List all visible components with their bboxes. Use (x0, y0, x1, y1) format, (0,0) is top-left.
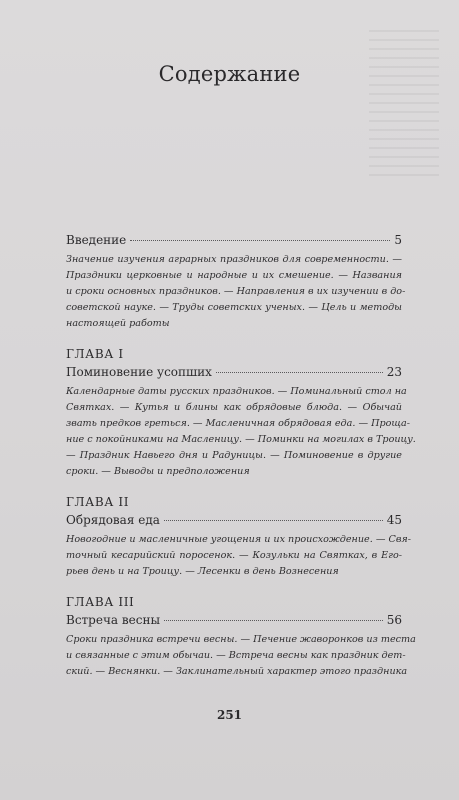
dot-leader (216, 372, 383, 373)
toc-entry-row[interactable] (66, 612, 402, 628)
page-title: Содержание (158, 62, 301, 86)
description-line: Праздники церковные и народные и их смешение. — Названия (66, 270, 402, 281)
entry-page-number: 23 (386, 365, 402, 379)
chapter-label: ГЛАВА II (66, 495, 130, 509)
entry-page-number: 56 (386, 613, 402, 627)
toc-entry-chapter-1 (66, 346, 416, 480)
description-line: сроки. — Выводы и предположения (66, 466, 250, 477)
toc-entry-row[interactable] (66, 512, 402, 528)
entry-description (66, 252, 406, 332)
entry-title: Встреча весны (66, 613, 160, 627)
dot-leader (164, 520, 383, 521)
dot-leader (130, 240, 390, 241)
description-line: Значение изучения аграрных праздников для современности. — (66, 254, 402, 265)
description-line: Святках. — Кутья и блины как обрядовые блюда. — Обычай (66, 402, 402, 413)
toc-list (66, 232, 416, 680)
dot-leader (164, 620, 383, 621)
entry-description (66, 632, 416, 680)
toc-entry-chapter-3 (66, 594, 416, 680)
entry-page-number: 5 (394, 233, 402, 247)
description-line: настоящей работы (66, 318, 170, 329)
entry-description (66, 384, 416, 480)
description-line: и связанные с этим обычаи. — Встреча весны как праздник дет- (66, 650, 406, 661)
description-line: ние с покойниками на Масленицу. — Поминки на могилах в Троицу. (66, 434, 416, 445)
description-line: рьев день и на Троицу. — Лесенки в день Вознесения (66, 566, 339, 577)
show-through-text (369, 30, 439, 180)
entry-title: Поминовение усопших (66, 365, 212, 379)
chapter-label: ГЛАВА III (66, 595, 135, 609)
page-number: 251 (216, 708, 243, 722)
description-line: советской науке. — Труды советских ученых. — Цель и методы (66, 302, 402, 313)
description-line: и сроки основных праздников. — Направления в их изучении в до- (66, 286, 406, 297)
toc-entry-chapter-2 (66, 494, 411, 580)
toc-entry-row[interactable] (66, 232, 402, 248)
description-line: звать предков греться. — Масленичная обрядовая еда. — Проща- (66, 418, 410, 429)
toc-entry-row[interactable] (66, 364, 402, 380)
description-line: Календарные даты русских праздников. — Поминальный стол на (66, 386, 407, 397)
description-line: — Праздник Навьего дня и Радуницы. — Поминовение в другие (66, 450, 402, 461)
entry-title: Введение (66, 233, 127, 247)
entry-page-number: 45 (386, 513, 402, 527)
entry-description (66, 532, 411, 580)
description-line: ский. — Веснянки. — Заклинательный характер этого праздника (66, 666, 408, 677)
description-line: Новогодние и масленичные угощения и их происхождение. — Свя- (66, 534, 411, 545)
entry-title: Обрядовая еда (66, 513, 160, 527)
toc-entry-intro (66, 232, 406, 332)
chapter-label: ГЛАВА I (66, 347, 124, 361)
description-line: точный кесарийский поросенок. — Козульки на Святках, в Его- (66, 550, 402, 561)
description-line: Сроки праздника встречи весны. — Печение жаворонков из теста (66, 634, 416, 645)
